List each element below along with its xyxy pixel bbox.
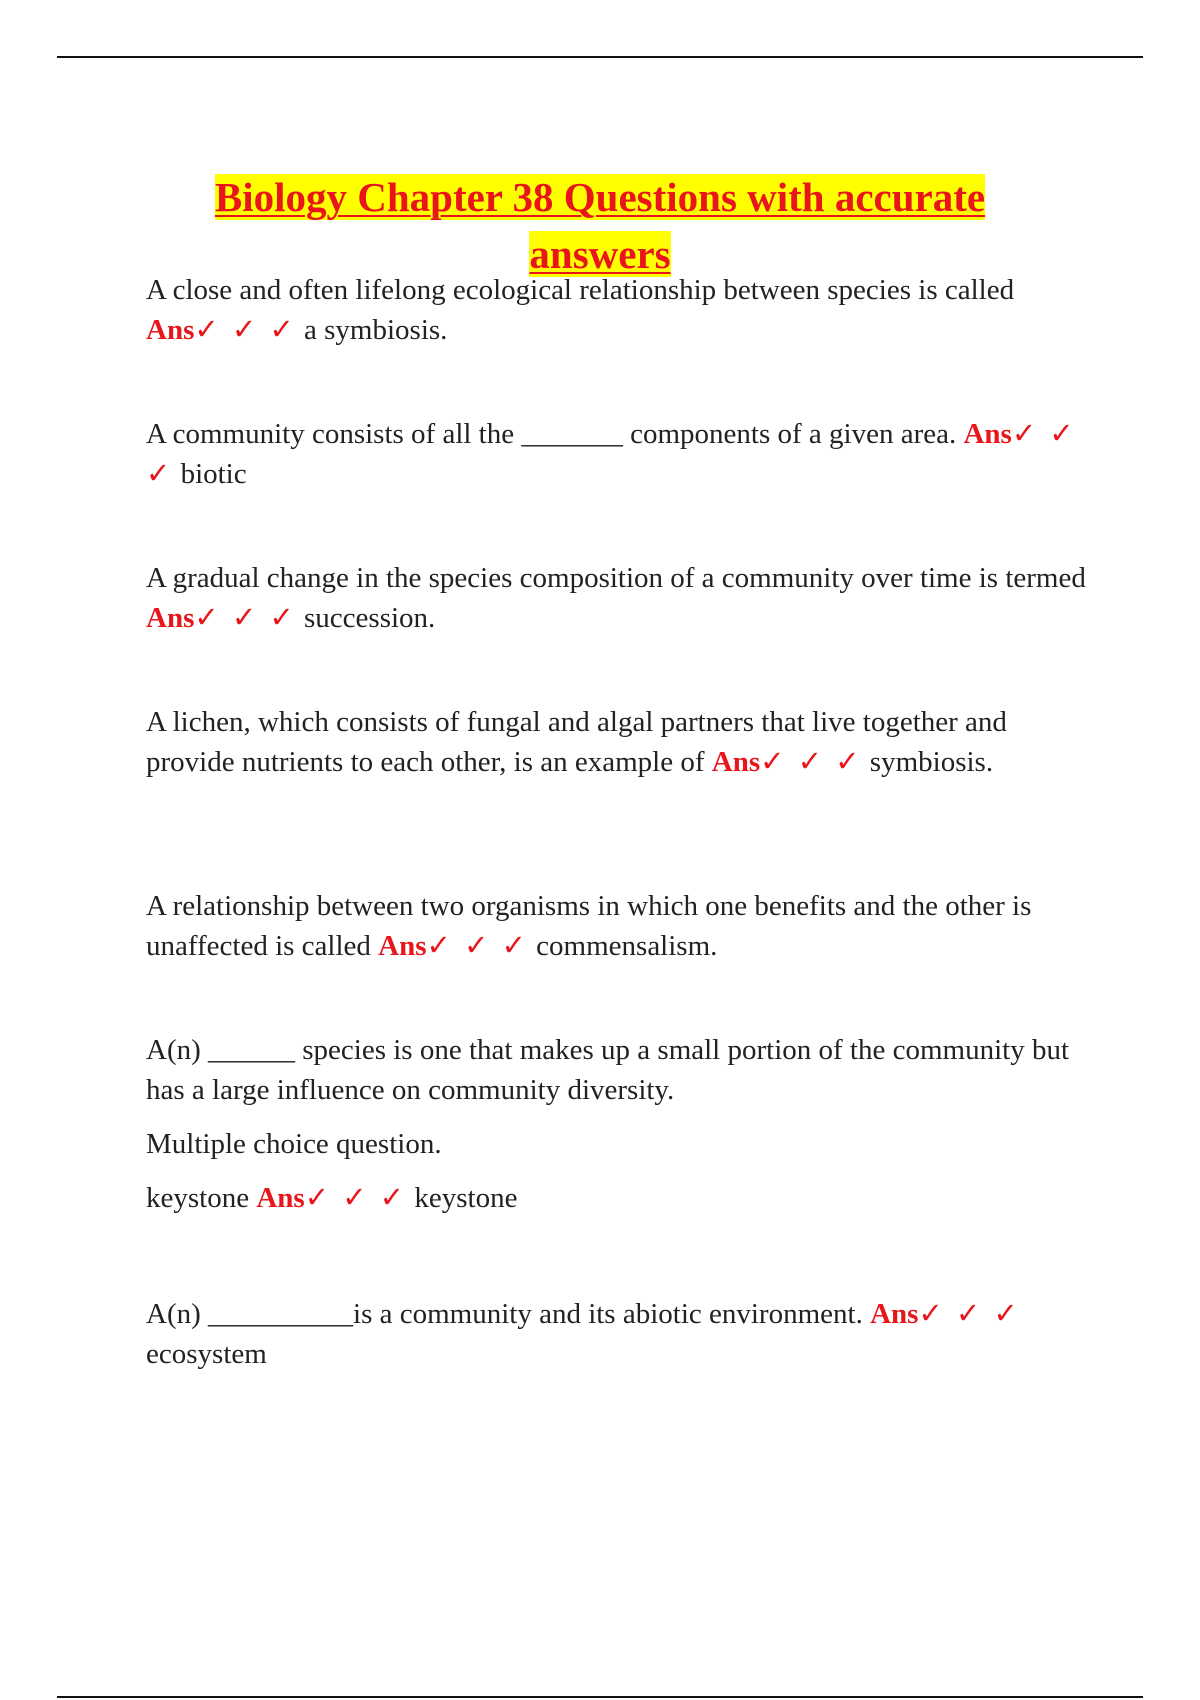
question-note: Multiple choice question. xyxy=(146,1128,442,1160)
question-prompt: A community consists of all the _______ components of a given area. xyxy=(146,418,957,450)
answer-text: keystone xyxy=(414,1182,518,1214)
answer-text: ecosystem xyxy=(146,1338,267,1370)
question-text xyxy=(146,1294,1086,1374)
answer-label: Ans xyxy=(963,418,1012,450)
question-text xyxy=(146,558,1086,638)
top-rule xyxy=(57,56,1143,58)
document-title xyxy=(0,169,1200,283)
bottom-rule xyxy=(57,1696,1143,1698)
question-text xyxy=(146,1030,1086,1110)
question-item-2 xyxy=(146,414,1086,494)
answer-label: Ans xyxy=(256,1182,305,1214)
answer-label: Ans xyxy=(146,314,195,346)
answer-label: Ans xyxy=(870,1298,919,1330)
question-text xyxy=(146,886,1086,966)
question-prompt: A gradual change in the species composition of a community over time is termed xyxy=(146,562,1086,594)
check-marks-icon: ✓ ✓ ✓ xyxy=(918,1298,1021,1330)
check-marks-icon: ✓ ✓ ✓ xyxy=(426,930,529,962)
question-item-1 xyxy=(146,270,1086,350)
title-line-2: answers xyxy=(529,231,671,278)
check-marks-icon: ✓ ✓ ✓ xyxy=(194,314,297,346)
question-item-6 xyxy=(146,1030,1086,1218)
question-text xyxy=(146,414,1086,494)
answer-text: succession. xyxy=(304,602,436,634)
question-prompt: A close and often lifelong ecological relationship between species is called xyxy=(146,274,1015,306)
check-marks-icon: ✓ ✓ ✓ xyxy=(146,418,1077,490)
check-marks-icon: ✓ ✓ ✓ xyxy=(304,1182,408,1214)
check-marks-icon: ✓ ✓ ✓ xyxy=(194,602,297,634)
choice-text: keystone xyxy=(146,1182,250,1214)
question-item-4 xyxy=(146,702,1086,782)
title-line-1: Biology Chapter 38 Questions with accurate xyxy=(214,174,986,221)
question-prompt: A relationship between two organisms in which one benefits and the other is unaffected is called xyxy=(146,890,1032,962)
answer-text: commensalism. xyxy=(536,930,718,962)
question-item-3 xyxy=(146,558,1086,638)
question-item-7 xyxy=(146,1294,1086,1374)
answer-label: Ans xyxy=(378,930,427,962)
check-marks-icon: ✓ ✓ ✓ xyxy=(760,746,863,778)
question-text xyxy=(146,702,1086,782)
answer-text: symbiosis. xyxy=(869,746,994,778)
question-prompt: A lichen, which consists of fungal and algal partners that live together and provide nutrients to each other, is an example of xyxy=(146,706,1007,778)
choice-line xyxy=(146,1178,1086,1218)
answer-text: biotic xyxy=(180,458,247,490)
answer-label: Ans xyxy=(146,602,195,634)
question-text xyxy=(146,270,1086,350)
answer-label: Ans xyxy=(711,746,761,778)
question-item-5 xyxy=(146,886,1086,966)
question-prompt: A(n) ______ species is one that makes up a small portion of the community but has a large influence on community diversity. xyxy=(146,1034,1070,1106)
question-prompt: A(n) __________is a community and its abiotic environment. xyxy=(146,1298,863,1330)
answer-text: a symbiosis. xyxy=(304,314,448,346)
